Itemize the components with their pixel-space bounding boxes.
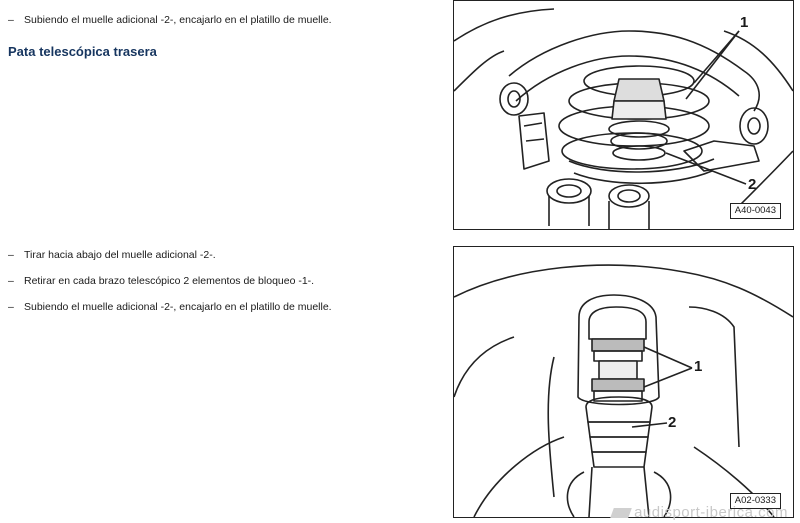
callout-2: 2 xyxy=(668,414,677,431)
section-heading: Pata telescópica trasera xyxy=(8,44,157,59)
step-dash: – xyxy=(8,14,14,26)
figure-strut-mount xyxy=(453,0,794,230)
rear-step-3 xyxy=(8,300,332,314)
step-dash: – xyxy=(8,249,14,261)
watermark-logo-icon xyxy=(610,508,632,518)
step-dash: – xyxy=(8,301,14,313)
figure-code: A02-0333 xyxy=(730,493,781,509)
step-text: Retirar en cada brazo telescópico 2 elementos de bloqueo -1-. xyxy=(24,275,315,287)
watermark-text: audisport-iberica.com xyxy=(634,504,788,521)
callout-1: 1 xyxy=(740,14,749,31)
figure-telescopic-arm xyxy=(453,246,794,518)
rear-step-1 xyxy=(8,248,216,262)
figure-code: A40-0043 xyxy=(730,203,781,219)
step-text: Subiendo el muelle adicional -2-, encajarlo en el platillo de muelle. xyxy=(24,301,332,313)
telescopic-arm-drawing xyxy=(454,247,793,517)
rear-step-2 xyxy=(8,274,314,288)
step-text: Tirar hacia abajo del muelle adicional -2-. xyxy=(24,249,216,261)
watermark xyxy=(612,504,788,521)
top-step xyxy=(8,13,332,27)
callout-2: 2 xyxy=(748,176,757,193)
step-dash: – xyxy=(8,275,14,287)
callout-1: 1 xyxy=(694,358,703,375)
step-text: Subiendo el muelle adicional -2-, encajarlo en el platillo de muelle. xyxy=(24,14,332,26)
strut-mount-drawing xyxy=(454,1,793,229)
